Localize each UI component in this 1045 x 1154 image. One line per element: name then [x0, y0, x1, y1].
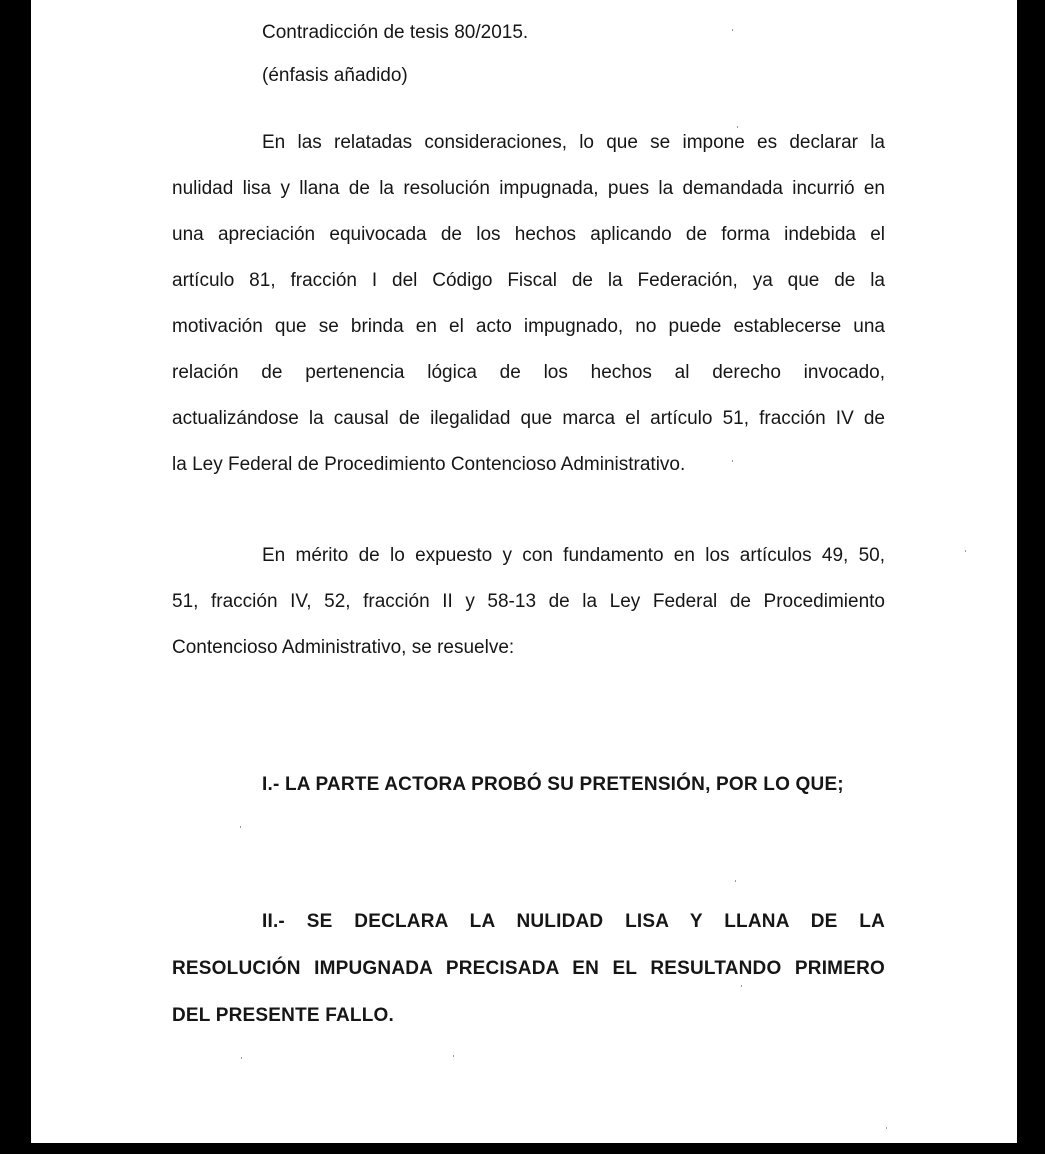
paragraph-line: Contencioso Administrativo, se resuelve:: [172, 637, 515, 658]
paragraph-line: una apreciación equivocada de los hechos aplicando de forma indebida el: [172, 224, 885, 245]
paragraph-line: motivación que se brinda en el acto impugnado, no puede establecerse una: [172, 316, 885, 337]
scan-speck: [965, 550, 966, 552]
resolution-line: DEL PRESENTE FALLO.: [172, 1005, 394, 1026]
scan-speck: [241, 1057, 242, 1059]
citation-line: Contradicción de tesis 80/2015.: [262, 22, 529, 43]
paragraph-line: En las relatadas consideraciones, lo que se impone es declarar la: [262, 132, 885, 153]
paragraph-line: la Ley Federal de Procedimiento Contencioso Administrativo.: [172, 454, 686, 475]
scan-speck: [886, 1127, 887, 1129]
scan-speck: [735, 880, 736, 882]
scan-speck: [453, 1055, 454, 1057]
paragraph-line: 51, fracción IV, 52, fracción II y 58-13 de la Ley Federal de Procedimiento: [172, 591, 885, 612]
scan-speck: [737, 126, 738, 128]
scan-speck: [732, 460, 733, 462]
emphasis-note: (énfasis añadido): [262, 65, 408, 86]
scan-speck: [741, 985, 742, 987]
paragraph-line: En mérito de lo expuesto y con fundamento en los artículos 49, 50,: [262, 545, 885, 566]
document-page: [31, 0, 1017, 1143]
scan-speck: [240, 826, 241, 828]
resolution-first: I.- LA PARTE ACTORA PROBÓ SU PRETENSIÓN, POR LO QUE;: [262, 774, 844, 795]
scan-speck: [732, 29, 733, 31]
paragraph-line: artículo 81, fracción I del Código Fiscal de la Federación, ya que de la: [172, 270, 885, 291]
paragraph-line: nulidad lisa y llana de la resolución impugnada, pues la demandada incurrió en: [172, 178, 885, 199]
resolution-line: II.- SE DECLARA LA NULIDAD LISA Y LLANA DE LA: [262, 911, 885, 932]
paragraph-line: relación de pertenencia lógica de los hechos al derecho invocado,: [172, 362, 885, 383]
paragraph-line: actualizándose la causal de ilegalidad que marca el artículo 51, fracción IV de: [172, 408, 885, 429]
resolution-line: RESOLUCIÓN IMPUGNADA PRECISADA EN EL RESULTANDO PRIMERO: [172, 958, 885, 979]
